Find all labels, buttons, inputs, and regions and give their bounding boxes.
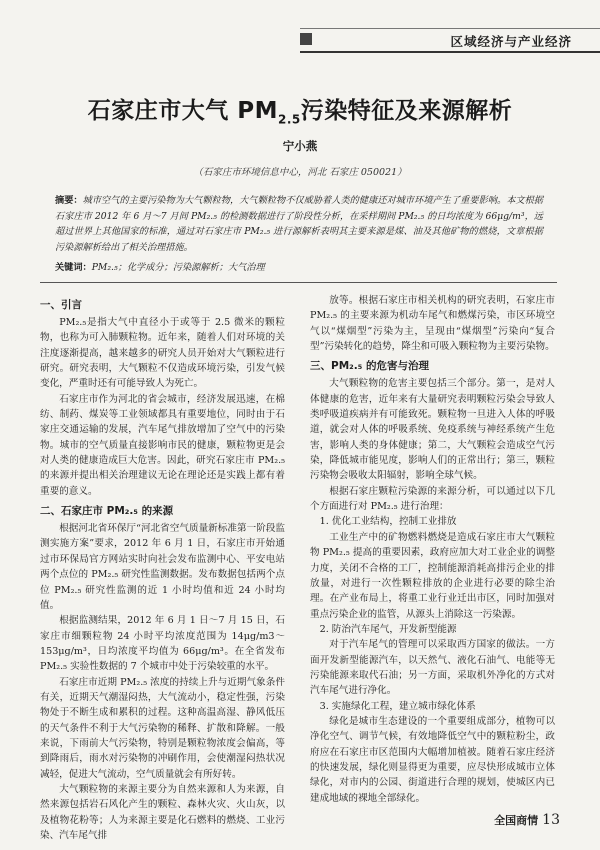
page-footer	[494, 812, 560, 828]
journal-name: 全国商情	[494, 814, 539, 827]
banner-marker	[300, 33, 312, 45]
abstract-text: 城市空气的主要污染物为大气颗粒物，大气颗粒物不仅威胁着人类的健康还对城市环境产生了重要影响。本文根据石家庄市 2012 年 6 月～7 月间 PM₂.₅ 的检测数据进行了阶段性分析，在采样期间 PM₂.₅ 的日均浓度为 66μg/m³，远超过世界上其他国家的标准，通过对石家庄市 PM₂.₅ 进行源解析表明其主要来源是煤、油及其他矿物的燃烧，文章根据污染源解析给出了相关治理措施。	[55, 195, 543, 253]
title-tail: 污染特征及来源解析	[300, 98, 513, 124]
section-title: 区域经济与产业经济	[450, 34, 572, 49]
paragraph: 对于汽车尾气的管理可以采取西方国家的做法。一方面开发新型能源汽车，以天然气、液化石油气、电能等无污染能源来取代石油；另一方面，采取机外净化的方式对汽车尾气进行净化。	[310, 639, 555, 697]
paragraph: 根据石家庄颗粒污染源的来源分析，可以通过以下几个方面进行对 PM₂.₅ 进行治理：	[310, 485, 555, 513]
affiliation: （石家庄市环境信息中心，河北 石家庄 050021）	[193, 167, 407, 178]
paragraph: 工业生产中的矿物燃料燃烧是造成石家庄市大气颗粒物 PM₂.₅ 提高的重要因素，政府应加大对工业企业的调整力度，关闭不合格的工厂，控制能源消耗高排污企业的排放量，对进行一次性颗粒排放的企业进行必要的除尘治理。在产业布局上，将重工业行业迁出市区，同时加强对重点污染企业的监管，从源头上消除这一污染源。	[310, 531, 555, 620]
left-column	[40, 293, 285, 843]
article-title	[0, 92, 600, 127]
abstract-label: 摘要：	[55, 195, 83, 206]
paragraph: 绿化是城市生态建设的一个重要组成部分，植物可以净化空气、调节气候，有效地降低空气中的颗粒粉尘，政府应在石家庄市区范围内大幅增加植被。随着石家庄经济的快速发展，绿化则显得更为重要，应尽快形成城市立体绿化，对市内的公园、街道进行合理的规划，使城区内已建成地域的裸地全部绿化。	[310, 715, 555, 804]
paragraph: PM₂.₅是指大气中直径小于或等于 2.5 微米的颗粒物，也称为可入肺颗粒物。近年来，随着人们对环境的关注度逐渐提高，越来越多的研究人员开始对大气颗粒进行研究。研究表明，大气颗粒不仅造成环境污染，引发气候变化，严重时还有可能导致人为死亡。	[40, 317, 285, 390]
paragraph: 放等。根据石家庄市相关机构的研究表明，石家庄市 PM₂.₅ 的主要来源为机动车尾气和燃煤污染，市区环境空气以“煤烟型”污染为主，呈现由“煤烟型”污染向“复合型”污染转化的趋势，降尘和可吸入颗粒物为主要污染物。	[310, 295, 555, 353]
subheading-greening: 3. 实施绿化工程，建立城市绿化体系	[319, 700, 476, 712]
subheading-vehicle: 2. 防治汽车尾气，开发新型能源	[319, 623, 457, 635]
paragraph: 石家庄市近期 PM₂.₅ 浓度的持续上升与近期气象条件有关，近期天气潮湿闷热，大气流动小，稳定性强，污染物处于不断生成和累积的过程。这种高温高湿、静风低压的天气条件不利于大气污染物的稀释、扩散和降解。一般来说，下雨前大气污染物，特别是颗粒物浓度会偏高，等到降雨后，雨水对污染物的冲刷作用，会使潮湿闷热状况减轻，促进大气流动，空气质量就会有所好转。	[40, 676, 285, 780]
page-number: 13	[542, 812, 560, 828]
section-banner	[300, 28, 600, 53]
heading-sources: 二、石家庄市 PM₂.₅ 的来源	[40, 505, 174, 518]
paragraph: 大气颗粒物的来源主要分为自然来源和人为来源，自然来源包括岩石风化产生的颗粒、森林火灾、火山灰，以及植物花粉等；人为来源主要是化石燃料的燃烧、工业污染、汽车尾气排	[40, 783, 285, 841]
right-column	[310, 293, 555, 806]
paragraph: 石家庄市作为河北的省会城市，经济发展迅速，在棉纺、制药、煤炭等工业领域都具有重要地位，同时由于石家庄交通运输的发展，汽车尾气排放增加了空气中的污染物。城市的空气质量直接影响市民的健康，颗粒物更是会对人类的健康造成巨大危害。因此，研究石家庄市 PM₂.₅ 的来源并提出相关治理建议无论在理论还是实践上都有着重要的意义。	[40, 393, 285, 497]
divider-rule	[40, 282, 557, 283]
title-main: 石家庄市大气 PM	[87, 98, 278, 124]
keywords-text: PM₂.₅；化学成分；污染源解析；大气治理	[91, 262, 265, 273]
abstract	[55, 193, 543, 255]
paragraph: 大气颗粒物的危害主要包括三个部分。第一，是对人体健康的危害，近年来有大量研究表明颗粒污染会导致人类呼吸道疾病并有可能致死。颗粒物一旦进入人体的呼吸道，就会对人体的呼吸系统、免疫系统与神经系统产生危害，影响人类的身体健康；第二，大气颗粒会造成空气污染，降低城市能见度，影响人们的正常出行；第三，颗粒污染物会吸收太阳辐射，影响全球气候。	[310, 378, 555, 482]
paragraph: 根据河北省环保厅“河北省空气质量新标准第一阶段监测实施方案”要求，2012 年 6 月 1 日，石家庄市开始通过市环保局官方网站实时向社会发布监测中心、平安电站两个点位的 PM₂.₅ 研究性监测数据。发布数据包括两个点位 PM₂.₅ 研究性监测的近 1 小时均值和近 24 小时均值。	[40, 523, 285, 611]
heading-hazards: 三、PM₂.₅ 的危害与治理	[310, 360, 429, 373]
keywords-label: 关键词：	[55, 262, 92, 273]
keywords	[55, 260, 543, 275]
author: 宁小燕	[282, 139, 318, 153]
paragraph: 根据监测结果，2012 年 6 月 1 日～7 月 15 日，石家庄市细颗粒物 24 小时平均浓度范围为 14μg/m3～153μg/m³，日均浓度平均值为 66μg/m³。在全省发布 PM₂.₅ 实验性数据的 7 个城市中处于污染较重的水平。	[40, 615, 285, 673]
heading-introduction: 一、引言	[40, 299, 82, 311]
title-subscript: 2.5	[278, 112, 301, 127]
subheading-industry: 1. 优化工业结构，控制工业排放	[319, 516, 457, 528]
